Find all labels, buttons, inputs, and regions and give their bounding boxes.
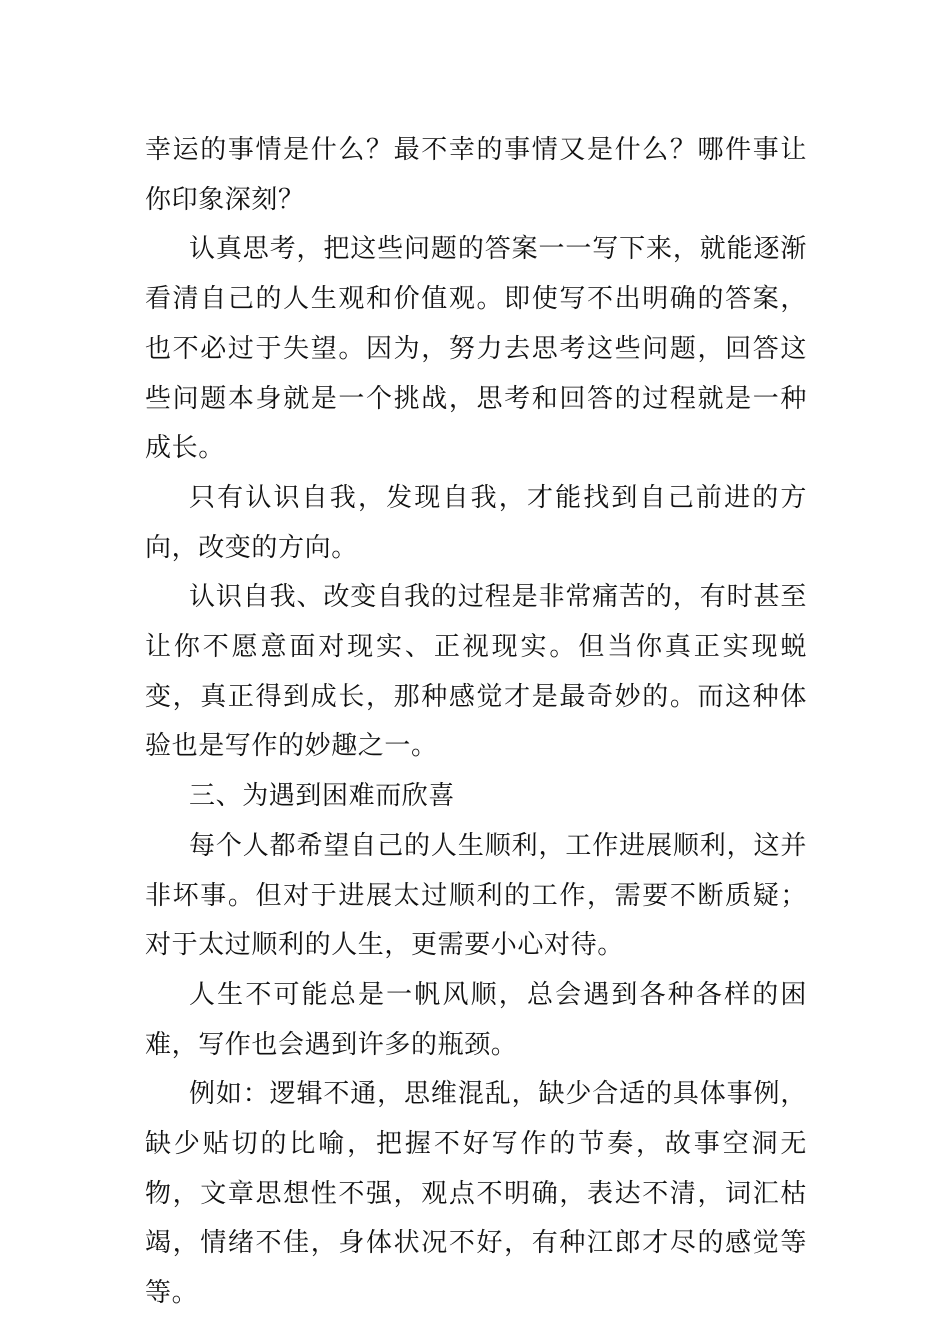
document-body	[145, 126, 807, 1319]
paragraph-transformation: 认识自我、改变自我的过程是非常痛苦的，有时甚至让你不愿意面对现实、正视现实。但当你真正实现蜕变，真正得到成长，那种感觉才是最奇妙的。而这种体验也是写作的妙趣之一。	[145, 582, 807, 762]
paragraph-self-knowledge: 只有认识自我，发现自我，才能找到自己前进的方向，改变的方向。	[145, 482, 807, 563]
paragraph-continuation: 幸运的事情是什么？最不幸的事情又是什么？哪件事让你印象深刻？	[145, 135, 807, 215]
paragraph-examples: 例如：逻辑不通，思维混乱，缺少合适的具体事例，缺少贴切的比喻，把握不好写作的节奏，故事空洞无物，文章思想性不强，观点不明确，表达不清，词汇枯竭，情绪不佳，身体状况不好，有种江郎才尽的感觉等等。	[145, 1079, 807, 1309]
paragraph-difficulties: 人生不可能总是一帆风顺，总会遇到各种各样的困难，写作也会遇到许多的瓶颈。	[145, 979, 807, 1060]
paragraph-reflection: 认真思考，把这些问题的答案一一写下来，就能逐渐看清自己的人生观和价值观。即使写不出明确的答案，也不必过于失望。因为，努力去思考这些问题，回答这些问题本身就是一个挑战，思考和回答的过程就是一种成长。	[145, 234, 807, 464]
paragraph-smooth-life: 每个人都希望自己的人生顺利，工作进展顺利，这并非坏事。但对于进展太过顺利的工作，需要不断质疑；对于太过顺利的人生，更需要小心对待。	[145, 830, 807, 961]
section-heading: 三、为遇到困难而欣喜	[189, 781, 456, 812]
